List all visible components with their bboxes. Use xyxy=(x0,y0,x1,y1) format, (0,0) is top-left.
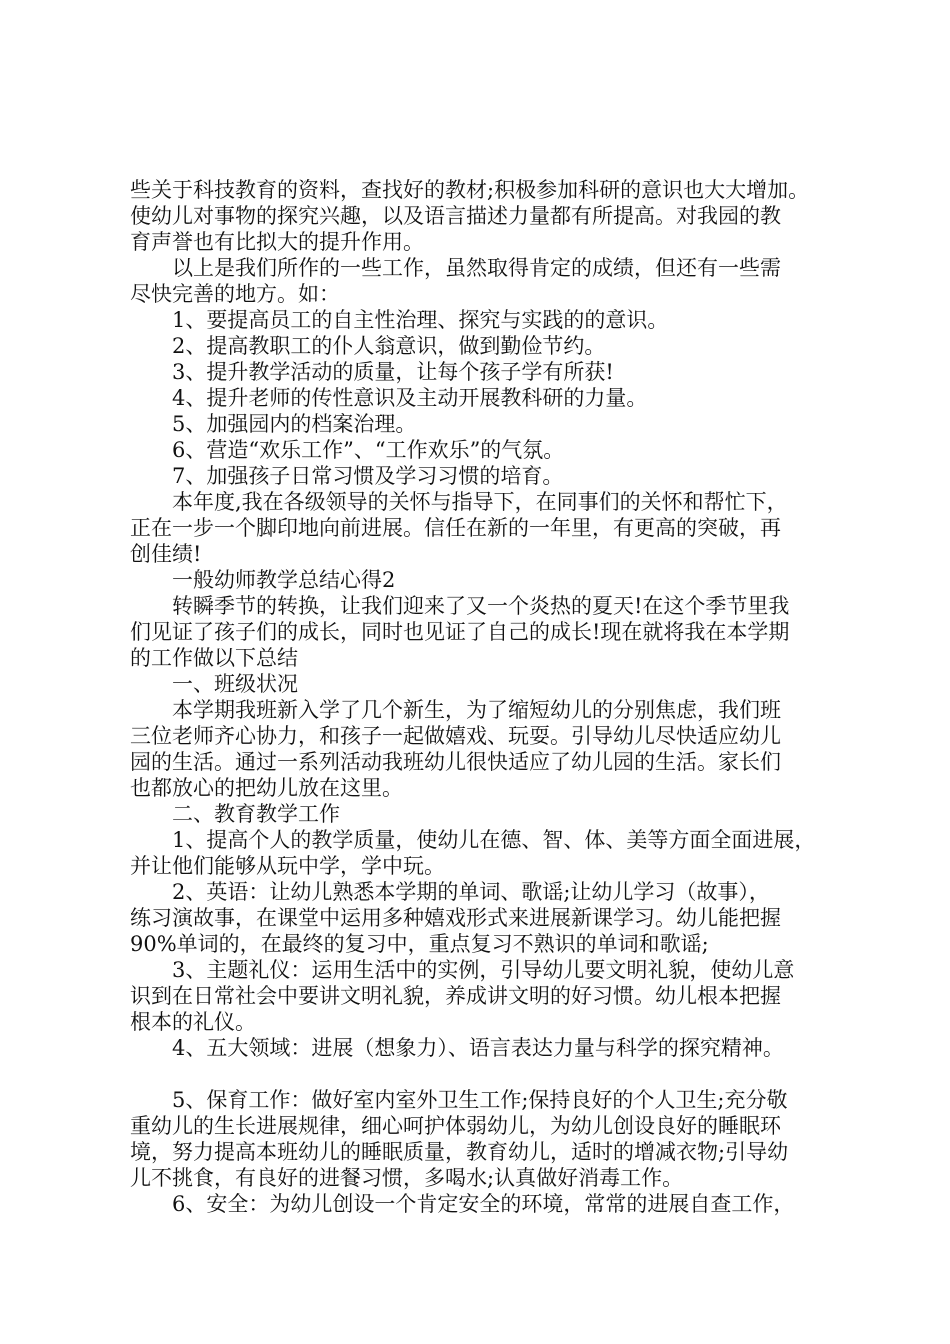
text-line: 3、主题礼仪：运用生活中的实例，引导幼儿要文明礼貌，使幼儿意 xyxy=(172,958,795,982)
text-line: 一、班级状况 xyxy=(172,672,298,696)
text-line: 1、提高个人的教学质量，使幼儿在德、智、体、美等方面全面进展， xyxy=(172,828,816,852)
text-line: 些关于科技教育的资料，查找好的教材;积极参加科研的意识也大大增加。 xyxy=(130,178,810,202)
text-line: 本学期我班新入学了几个新生，为了缩短幼儿的分别焦虑，我们班 xyxy=(172,698,781,722)
text-line: 一般幼师教学总结心得2 xyxy=(172,568,396,592)
text-line: 以上是我们所作的一些工作，虽然取得肯定的成绩，但还有一些需 xyxy=(172,256,781,280)
text-line: 转瞬季节的转换，让我们迎来了又一个炎热的夏天!在这个季节里我 xyxy=(172,594,790,618)
text-line: 2、英语：让幼儿熟悉本学期的单词、歌谣;让幼儿学习（故事）， xyxy=(172,880,770,904)
text-line: 创佳绩! xyxy=(130,542,202,566)
text-line: 4、提升老师的传性意识及主动开展教科研的力量。 xyxy=(172,386,648,410)
text-line: 7、加强孩子日常习惯及学习习惯的培育。 xyxy=(172,464,564,488)
text-line: 2、提高教职工的仆人翁意识，做到勤俭节约。 xyxy=(172,334,606,358)
text-line: 6、营造“欢乐工作”、“工作欢乐”的气氛。 xyxy=(172,438,565,462)
text-line: 的工作做以下总结 xyxy=(130,646,298,670)
text-line: 尽快完善的地方。如： xyxy=(130,282,340,306)
text-line: 4、五大领域：进展（想象力）、语言表达力量与科学的探究精神。 xyxy=(172,1036,784,1060)
text-line: 三位老师齐心协力，和孩子一起做嬉戏、玩耍。引导幼儿尽快适应幼儿 xyxy=(130,724,781,748)
text-line: 园的生活。通过一系列活动我班幼儿很快适应了幼儿园的生活。家长们 xyxy=(130,750,781,774)
text-line: 根本的礼仪。 xyxy=(130,1010,256,1034)
text-line: 并让他们能够从玩中学，学中玩。 xyxy=(130,854,445,878)
text-line: 5、加强园内的档案治理。 xyxy=(172,412,417,436)
text-line: 境，努力提高本班幼儿的睡眠质量，教育幼儿，适时的增减衣物;引导幼 xyxy=(130,1140,789,1164)
text-line: 本年度,我在各级领导的关怀与指导下，在同事们的关怀和帮忙下， xyxy=(172,490,788,514)
text-line: 正在一步一个脚印地向前进展。信任在新的一年里，有更高的突破，再 xyxy=(130,516,781,540)
text-line: 识到在日常社会中要讲文明礼貌，养成讲文明的好习惯。幼儿根本把握 xyxy=(130,984,781,1008)
text-line: 也都放心的把幼儿放在这里。 xyxy=(130,776,403,800)
text-line: 育声誉也有比拟大的提升作用。 xyxy=(130,230,424,254)
text-line: 重幼儿的生长进展规律，细心呵护体弱幼儿，为幼儿创设良好的睡眠环 xyxy=(130,1114,781,1138)
blank-line xyxy=(130,1061,830,1087)
text-line: 使幼儿对事物的探究兴趣，以及语言描述力量都有所提高。对我园的教 xyxy=(130,204,781,228)
text-line: 6、安全：为幼儿创设一个肯定安全的环境，常常的进展自查工作， xyxy=(172,1192,795,1216)
document-body xyxy=(130,177,830,1217)
text-line: 3、提升教学活动的质量，让每个孩子学有所获! xyxy=(172,360,614,384)
text-line: 5、保育工作：做好室内室外卫生工作;保持良好的个人卫生;充分敬 xyxy=(172,1088,788,1112)
text-line: 二、教育教学工作 xyxy=(172,802,340,826)
text-line: 90%单词的，在最终的复习中，重点复习不熟识的单词和歌谣; xyxy=(130,932,709,956)
text-line: 儿不挑食，有良好的进餐习惯，多喝水;认真做好消毒工作。 xyxy=(130,1166,684,1190)
text-line: 1、要提高员工的自主性治理、探究与实践的的意识。 xyxy=(172,308,669,332)
text-line: 练习演故事，在课堂中运用多种嬉戏形式来进展新课学习。幼儿能把握 xyxy=(130,906,781,930)
text-line: 们见证了孩子们的成长，同时也见证了自己的成长!现在就将我在本学期 xyxy=(130,620,790,644)
